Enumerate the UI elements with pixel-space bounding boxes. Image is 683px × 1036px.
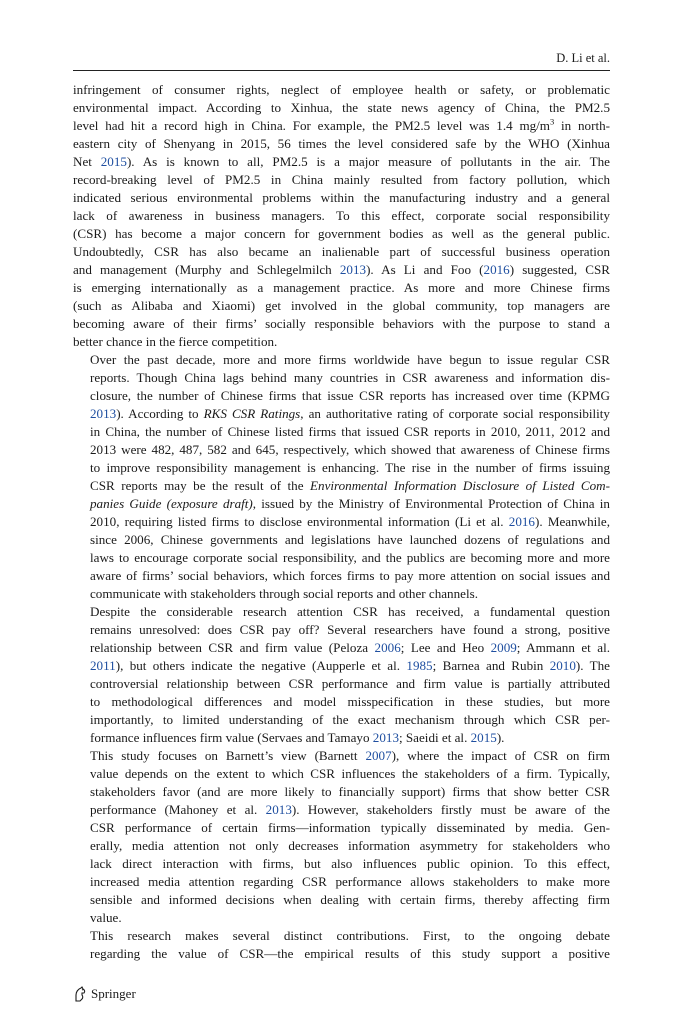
text-run: to improve responsibility management is enhancing. The rise in the number of firms issuing bbox=[90, 460, 610, 475]
text-line bbox=[73, 513, 610, 531]
text-line bbox=[73, 927, 610, 945]
text-line bbox=[73, 171, 610, 189]
text-line bbox=[73, 297, 610, 315]
text-line bbox=[73, 729, 610, 747]
text-run: formance influences firm value (Servaes and Tamayo bbox=[90, 730, 373, 745]
text-line bbox=[73, 405, 610, 423]
text-line bbox=[73, 945, 610, 963]
text-line bbox=[73, 639, 610, 657]
text-line bbox=[73, 549, 610, 567]
text-run: This research makes several distinct contributions. First, to the ongoing debate bbox=[90, 928, 610, 943]
text-line bbox=[73, 153, 610, 171]
text-run: value depends on the extent to which CSR influences the stakeholders of a firm. Typically, bbox=[90, 766, 610, 781]
text-run: laws to encourage corporate social responsibility, and the publics are becoming more and more bbox=[90, 550, 610, 565]
text-line bbox=[73, 243, 610, 261]
text-line bbox=[73, 279, 610, 297]
text-run: erally, media attention not only decreases information asymmetry for stakeholders who bbox=[90, 838, 610, 853]
text-line bbox=[73, 873, 610, 891]
text-line bbox=[73, 315, 610, 333]
citation-link[interactable]: 2006 bbox=[374, 640, 401, 655]
text-run: stakeholders favor (and are more likely to financially support) firms that show better CSR bbox=[90, 784, 610, 799]
text-run: in north- bbox=[554, 118, 610, 133]
text-run: Despite the considerable research attention CSR has received, a fundamental question bbox=[90, 604, 610, 619]
citation-link[interactable]: 2016 bbox=[483, 262, 510, 277]
text-run: ), but others indicate the negative (Aupperle et al. bbox=[115, 658, 407, 673]
citation-link[interactable]: 2013 bbox=[372, 730, 399, 745]
text-run: Over the past decade, more and more firms worldwide have begun to issue regular CSR bbox=[90, 352, 610, 367]
text-run: CSR performance of certain firms—information typically disseminated by media. Gen- bbox=[90, 820, 610, 835]
citation-link[interactable]: 2013 bbox=[90, 406, 117, 421]
header-rule bbox=[73, 70, 610, 71]
italic-title: Environmental Information Disclosure of Listed Com- bbox=[310, 478, 610, 493]
text-run: to methodological differences and model misspecification in these studies, but more bbox=[90, 694, 610, 709]
citation-link[interactable]: 2009 bbox=[490, 640, 517, 655]
superscript: 3 bbox=[550, 116, 555, 127]
italic-title: RKS CSR Ratings bbox=[203, 406, 301, 421]
text-run: ). According to bbox=[116, 406, 204, 421]
citation-link[interactable]: 2015 bbox=[470, 730, 497, 745]
text-line bbox=[73, 747, 610, 765]
text-run: relationship between CSR and firm value (Peloza bbox=[90, 640, 375, 655]
text-run: ). However, stakeholders firstly must be aware of the bbox=[291, 802, 610, 817]
citation-link[interactable]: 2015 bbox=[100, 154, 127, 169]
text-run: eastern city of Shenyang in 2015, 56 times the level considered safe by the WHO (Xinhua bbox=[73, 136, 610, 151]
text-run: ; Barnea and Rubin bbox=[432, 658, 550, 673]
citation-link[interactable]: 2011 bbox=[90, 658, 116, 673]
text-line bbox=[73, 567, 610, 585]
text-run: performance (Mahoney et al. bbox=[90, 802, 266, 817]
text-run: level had hit a record high in China. For example, the PM2.5 level was 1.4 mg/m bbox=[73, 118, 550, 133]
citation-link[interactable]: 1985 bbox=[406, 658, 433, 673]
text-run: 2013 were 482, 487, 582 and 645, respectively, which showed that awareness of Chinese firms bbox=[90, 442, 610, 457]
text-line bbox=[73, 675, 610, 693]
text-run: ), where the impact of CSR on firm bbox=[391, 748, 610, 763]
text-run: ; Saeidi et al. bbox=[398, 730, 471, 745]
text-run: sensible and informed decisions when dealing with certain firms, thereby affecting firm bbox=[90, 892, 610, 907]
text-run: , issued by the Ministry of Environmental Protection of China in bbox=[252, 496, 610, 511]
citation-link[interactable]: 2016 bbox=[508, 514, 535, 529]
text-run: lack direct interaction with firms, but also influences public opinion. To this effect, bbox=[90, 856, 610, 871]
text-run: ). The bbox=[575, 658, 610, 673]
text-run: since 2006, Chinese governments and legislations have launched dozens of regulations and bbox=[90, 532, 610, 547]
text-line bbox=[73, 369, 610, 387]
publisher-name: Springer bbox=[91, 986, 136, 1001]
text-line bbox=[73, 585, 610, 603]
paragraph bbox=[73, 747, 610, 927]
text-line bbox=[73, 621, 610, 639]
text-line bbox=[73, 603, 610, 621]
text-line bbox=[73, 189, 610, 207]
text-line bbox=[73, 351, 610, 369]
text-line bbox=[73, 135, 610, 153]
text-run: regarding the value of CSR—the empirical results of this study support a positive bbox=[90, 946, 610, 961]
citation-link[interactable]: 2013 bbox=[265, 802, 292, 817]
text-line bbox=[73, 837, 610, 855]
text-line bbox=[73, 909, 610, 927]
text-line bbox=[73, 891, 610, 909]
text-run: (CSR) has become a major concern for government bodies as well as the general public. bbox=[73, 226, 610, 241]
text-line bbox=[73, 711, 610, 729]
text-run: better chance in the fierce competition. bbox=[73, 334, 278, 349]
italic-title: panies Guide (exposure draft) bbox=[90, 496, 253, 511]
text-run: in China, the number of Chinese listed firms that issued CSR reports in 2010, 2011, 2012 and bbox=[90, 424, 610, 439]
paragraph bbox=[73, 927, 610, 963]
text-line bbox=[73, 333, 610, 351]
running-head: D. Li et al. bbox=[556, 51, 610, 65]
text-run: is emerging internationally as a management practice. As more and more Chinese firms bbox=[73, 280, 610, 295]
text-run: value. bbox=[90, 910, 122, 925]
text-run: record-breaking level of PM2.5 in China mainly resulted from factory pollution, which bbox=[73, 172, 610, 187]
text-line bbox=[73, 441, 610, 459]
text-line bbox=[73, 261, 610, 279]
text-line bbox=[73, 207, 610, 225]
text-run: ). As Li and Foo ( bbox=[366, 262, 484, 277]
text-run: environmental impact. According to Xinhua, the state news agency of China, the PM2.5 bbox=[73, 100, 610, 115]
text-run: CSR reports may be the result of the bbox=[90, 478, 311, 493]
text-run: aware of firms’ social behaviors, which forces firms to pay more attention on social issues and bbox=[90, 568, 610, 583]
text-run: controversial relationship between CSR performance and firm value is partially attributed bbox=[90, 676, 610, 691]
text-line bbox=[73, 117, 610, 135]
text-run: Net bbox=[73, 154, 101, 169]
text-run: (such as Alibaba and Xiaomi) get involved in the global community, top managers are bbox=[73, 298, 610, 313]
text-run: ). As is known to all, PM2.5 is a major measure of pollutants in the air. The bbox=[126, 154, 610, 169]
text-run: ). bbox=[496, 730, 505, 745]
text-run: ; Lee and Heo bbox=[400, 640, 491, 655]
text-line bbox=[73, 657, 610, 675]
text-run: ; Ammann et al. bbox=[516, 640, 611, 655]
text-run: communicate with stakeholders through social reports and other channels. bbox=[90, 586, 478, 601]
text-run: This study focuses on Barnett’s view (Barnett bbox=[90, 748, 366, 763]
text-run: Undoubtedly, CSR has also became an inalienable part of successful business operation bbox=[73, 244, 610, 259]
text-run: and management (Murphy and Schlegelmilch bbox=[73, 262, 340, 277]
text-run: increased media attention regarding CSR performance allows stakeholders to make more bbox=[90, 874, 610, 889]
text-run: infringement of consumer rights, neglect of employee health or safety, or problematic bbox=[73, 82, 610, 97]
springer-horse-icon bbox=[73, 986, 87, 1002]
text-run: ) suggested, CSR bbox=[509, 262, 611, 277]
paragraph bbox=[73, 81, 610, 351]
article-body bbox=[73, 81, 610, 963]
citation-link[interactable]: 2013 bbox=[339, 262, 367, 277]
text-run: reports. Though China lags behind many countries in CSR awareness and information dis- bbox=[90, 370, 610, 385]
text-line bbox=[73, 459, 610, 477]
text-line bbox=[73, 531, 610, 549]
text-line bbox=[73, 423, 610, 441]
text-line bbox=[73, 783, 610, 801]
citation-link[interactable]: 2010 bbox=[549, 658, 576, 673]
text-run: 2010, requiring listed firms to disclose environmental information (Li et al. bbox=[90, 514, 509, 529]
text-run: indicated serious environmental problems within the manufacturing industry and a general bbox=[73, 190, 610, 205]
text-run: remains unresolved: does CSR pay off? Several researchers have found a strong, positive bbox=[90, 622, 610, 637]
text-line bbox=[73, 801, 610, 819]
citation-link[interactable]: 2007 bbox=[365, 748, 392, 763]
text-line bbox=[73, 81, 610, 99]
text-run: lack of awareness in business managers. To this effect, corporate social responsibility bbox=[73, 208, 610, 223]
text-line bbox=[73, 819, 610, 837]
text-run: ). Meanwhile, bbox=[534, 514, 610, 529]
text-line bbox=[73, 99, 610, 117]
text-line bbox=[73, 765, 610, 783]
text-run: becoming aware of their firms’ socially responsible behaviors with the purpose to stand a bbox=[73, 316, 610, 331]
publisher-footer bbox=[73, 984, 136, 1004]
text-line bbox=[73, 225, 610, 243]
text-run: closure, the number of Chinese firms that issue CSR reports has increased over time (KPMG bbox=[90, 388, 610, 403]
text-line bbox=[73, 387, 610, 405]
text-line bbox=[73, 855, 610, 873]
paragraph bbox=[73, 603, 610, 747]
paragraph bbox=[73, 351, 610, 603]
text-line bbox=[73, 477, 610, 495]
text-run: , an authoritative rating of corporate social responsibility bbox=[300, 406, 610, 421]
text-line bbox=[73, 693, 610, 711]
text-run: importantly, to limited understanding of the exact mechanism through which CSR per- bbox=[90, 712, 610, 727]
text-line bbox=[73, 495, 610, 513]
